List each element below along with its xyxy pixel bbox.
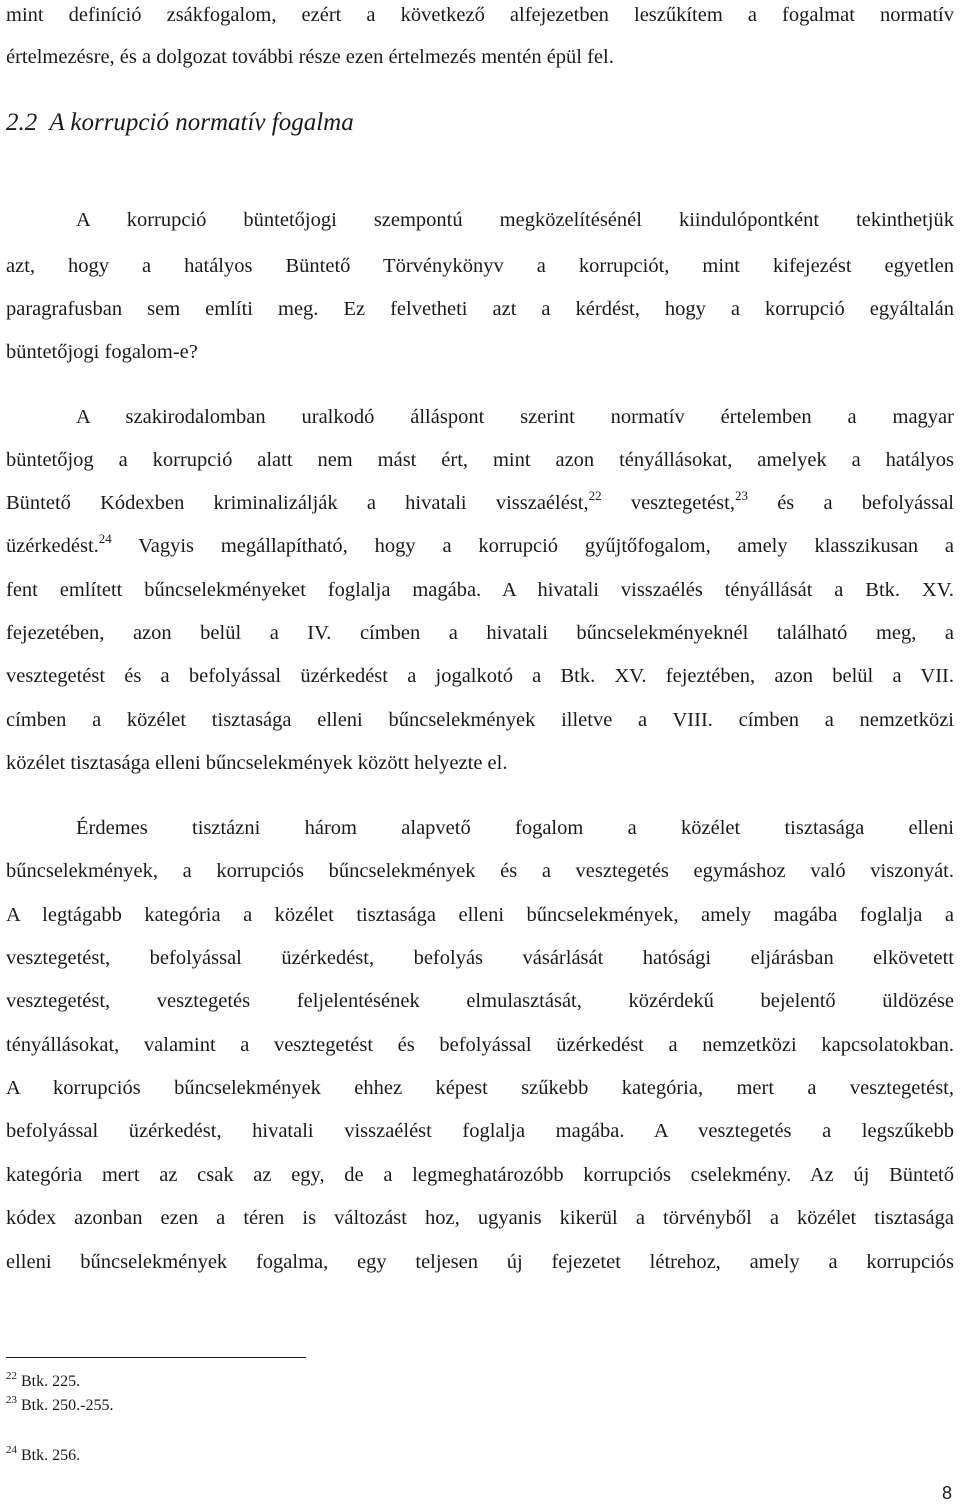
footnote-number: 22 bbox=[6, 1370, 17, 1382]
para1-line-2: azt, hogy a hatályos Büntető Törvénykönyv a korrupciót, mint kifejezést egyetlen bbox=[6, 255, 954, 277]
footnote-text: Btk. 256. bbox=[21, 1447, 81, 1464]
section-title: A korrupció normatív fogalma bbox=[49, 109, 354, 136]
para2-line-7: vesztegetést és a befolyással üzérkedést a jogalkotó a Btk. XV. fejeztében, azon belül a VII. bbox=[6, 665, 954, 687]
para3-line-2: bűncselekmények, a korrupciós bűncselekmények és a vesztegetés egymáshoz való viszonyát. bbox=[6, 860, 954, 882]
para2-line-4-b: Vagyis megállapítható, hogy a korrupció gyűjtőfogalom, amely klasszikusan a bbox=[111, 535, 954, 557]
para3-line-7: A korrupciós bűncselekmények ehhez képest szűkebb kategória, mert a vesztegetést, bbox=[6, 1077, 954, 1099]
para2-line-1: A szakirodalomban uralkodó álláspont szerint normatív értelemben a magyar bbox=[76, 406, 954, 428]
footnote-24 bbox=[6, 1446, 80, 1466]
section-number: 2.2 bbox=[6, 109, 38, 136]
footnote-number: 23 bbox=[6, 1394, 17, 1406]
footnote-text: Btk. 225. bbox=[21, 1373, 81, 1390]
para2-line-5: fent említett bűncselekményeket foglalja magába. A hivatali visszaélés tényállását a Btk. XV. bbox=[6, 579, 954, 601]
footnote-number: 24 bbox=[6, 1444, 17, 1456]
para2-line-3 bbox=[6, 490, 954, 516]
footnote-23 bbox=[6, 1396, 113, 1416]
para2-line-6: fejezetében, azon belül a IV. címben a hivatali bűncselekményeknél található meg, a bbox=[6, 622, 954, 644]
para1-line-4: büntetőjogi fogalom-e? bbox=[6, 341, 198, 363]
intro-line-1: mint definíció zsákfogalom, ezért a következő alfejezetben leszűkítem a fogalmat normatív bbox=[6, 4, 954, 26]
para3-line-5: vesztegetést, vesztegetés feljelentésének elmulasztását, közérdekű bejelentő üldözése bbox=[6, 990, 954, 1012]
para3-line-11: elleni bűncselekmények fogalma, egy teljesen új fejezetet létrehoz, amely a korrupciós bbox=[6, 1251, 954, 1273]
section-heading bbox=[6, 109, 354, 137]
footnote-22 bbox=[6, 1372, 80, 1392]
para2-line-3-c: és a befolyással bbox=[748, 492, 954, 514]
para3-line-6: tényállásokat, valamint a vesztegetést és befolyással üzérkedést a nemzetközi kapcsolatokban. bbox=[6, 1034, 954, 1056]
para2-line-9: közélet tisztasága elleni bűncselekmények között helyezte el. bbox=[6, 752, 508, 774]
para3-line-1: Érdemes tisztázni három alapvető fogalom a közélet tisztasága elleni bbox=[76, 817, 954, 839]
footnote-ref-23[interactable]: 23 bbox=[735, 488, 748, 503]
footnote-ref-22[interactable]: 22 bbox=[588, 488, 602, 503]
para2-line-4 bbox=[6, 533, 954, 559]
para2-line-3-a: Büntető Kódexben kriminalizálják a hivatali visszaélést, bbox=[6, 492, 589, 514]
para2-line-3-b: vesztegetést, bbox=[601, 492, 735, 514]
para3-line-3: A legtágabb kategória a közélet tisztasága elleni bűncselekmények, amely magába foglalja a bbox=[6, 904, 954, 926]
para2-line-8: címben a közélet tisztasága elleni bűncselekmények illetve a VIII. címben a nemzetközi bbox=[6, 709, 954, 731]
page-number: 8 bbox=[941, 1483, 952, 1503]
footnote-ref-24[interactable]: 24 bbox=[98, 531, 112, 546]
footnote-separator bbox=[6, 1357, 306, 1358]
para1-line-1: A korrupció büntetőjogi szempontú megközelítésénél kiindulópontként tekinthetjük bbox=[76, 209, 954, 231]
footnote-text: Btk. 250.-255. bbox=[21, 1397, 114, 1414]
para2-line-4-a: üzérkedést. bbox=[6, 535, 99, 557]
para3-line-9: kategória mert az csak az egy, de a legmeghatározóbb korrupciós cselekmény. Az új Büntető bbox=[6, 1164, 954, 1186]
intro-line-2: értelmezésre, és a dolgozat további része ezen értelmezés mentén épül fel. bbox=[6, 46, 614, 68]
para1-line-3: paragrafusban sem említi meg. Ez felvetheti azt a kérdést, hogy a korrupció egyáltalán bbox=[6, 298, 954, 320]
para3-line-10: kódex azonban ezen a téren is változást hoz, ugyanis kikerül a törvényből a közélet tisztasága bbox=[6, 1207, 954, 1229]
para2-line-2: büntetőjog a korrupció alatt nem mást ért, mint azon tényállásokat, amelyek a hatályos bbox=[6, 449, 954, 471]
para3-line-4: vesztegetést, befolyással üzérkedést, befolyás vásárlását hatósági eljárásban elkövetett bbox=[6, 947, 954, 969]
para3-line-8: befolyással üzérkedést, hivatali visszaélést foglalja magába. A vesztegetés a legszűkebb bbox=[6, 1120, 954, 1142]
